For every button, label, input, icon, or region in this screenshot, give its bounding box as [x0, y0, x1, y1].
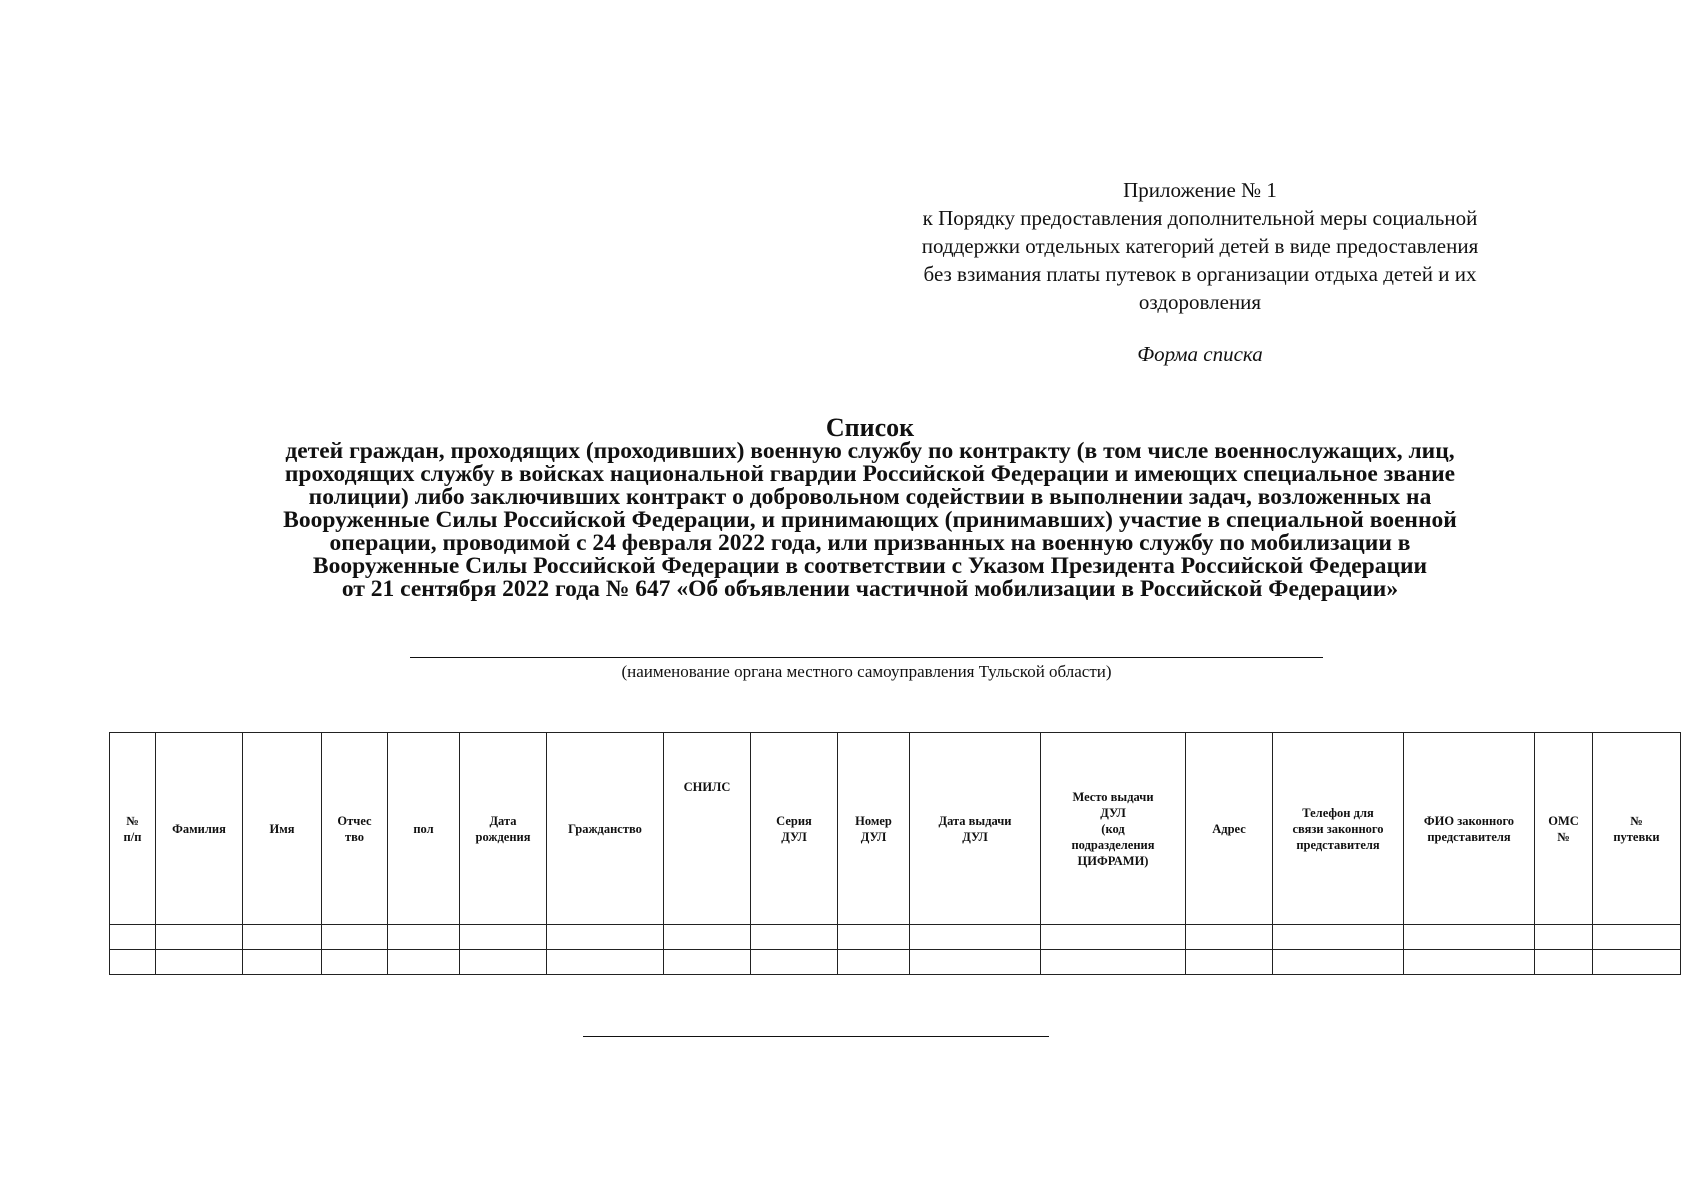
subtitle-line: Вооруженные Силы Российской Федерации, и принимающих (принимавших) участие в специальной военной [283, 507, 1457, 533]
column-header-number: № п/п [110, 733, 156, 925]
table-cell[interactable] [1186, 950, 1273, 975]
table-cell[interactable] [547, 950, 664, 975]
table-cell[interactable] [1273, 925, 1404, 950]
column-header-patronymic: Отчес тво [322, 733, 388, 925]
appendix-text-line: поддержки отдельных категорий детей в виде предоставления [921, 234, 1479, 258]
document-subtitle [150, 440, 1590, 601]
column-header-name: Имя [243, 733, 322, 925]
column-header-address: Адрес [1186, 733, 1273, 925]
table-row [110, 925, 1681, 950]
table-cell[interactable] [838, 925, 910, 950]
column-header-oms-number: ОМС № [1535, 733, 1593, 925]
table-cell[interactable] [1535, 950, 1593, 975]
column-header-voucher-number: № путевки [1593, 733, 1681, 925]
children-list-table [109, 732, 1681, 975]
subtitle-line: детей граждан, проходящих (проходивших) военную службу по контракту (в том числе военнослужащих, лиц, [285, 438, 1455, 464]
table-cell[interactable] [838, 950, 910, 975]
table-cell[interactable] [1593, 950, 1681, 975]
table-cell[interactable] [156, 950, 243, 975]
table-cell[interactable] [751, 925, 838, 950]
org-name-caption: (наименование органа местного самоуправления Тульской области) [621, 662, 1112, 681]
table-cell[interactable] [1535, 925, 1593, 950]
table-cell[interactable] [1404, 950, 1535, 975]
column-header-sex: пол [388, 733, 460, 925]
appendix-text-line: без взимания платы путевок в организации отдыха детей и их [923, 262, 1477, 286]
subtitle-line: полиции) либо заключивших контракт о добровольном содействии в выполнении задач, возложенных на [308, 484, 1432, 510]
table-cell[interactable] [388, 950, 460, 975]
table-cell[interactable] [156, 925, 243, 950]
column-header-guardian-phone: Телефон для связи законного представителя [1273, 733, 1404, 925]
column-header-citizenship: Гражданство [547, 733, 664, 925]
table-cell[interactable] [388, 925, 460, 950]
table-cell[interactable] [110, 950, 156, 975]
subtitle-line: операции, проводимой с 24 февраля 2022 года, или призванных на военную службу по мобилизации в [329, 530, 1411, 556]
column-header-snils: СНИЛС [664, 733, 751, 925]
document-title: Список [825, 413, 915, 442]
table-cell[interactable] [1273, 950, 1404, 975]
table-cell[interactable] [243, 925, 322, 950]
table-cell[interactable] [1186, 925, 1273, 950]
appendix-text-line: к Порядку предоставления дополнительной меры социальной [922, 206, 1478, 230]
appendix-block [860, 176, 1540, 316]
table-cell[interactable] [547, 925, 664, 950]
table-cell[interactable] [460, 950, 547, 975]
column-header-id-number: Номер ДУЛ [838, 733, 910, 925]
table-cell[interactable] [1041, 950, 1186, 975]
subtitle-line: Вооруженные Силы Российской Федерации в соответствии с Указом Президента Российской Федерации [312, 553, 1428, 579]
subtitle-line: проходящих службу в войсках национальной гвардии Российской Федерации и имеющих специальное звание [284, 461, 1456, 487]
table-cell[interactable] [322, 925, 388, 950]
table-row [110, 950, 1681, 975]
appendix-text-line: оздоровления [1138, 290, 1262, 314]
column-header-id-issue-place: Место выдачи ДУЛ (код подразделения ЦИФРАМИ) [1041, 733, 1186, 925]
table-cell[interactable] [110, 925, 156, 950]
table-cell[interactable] [910, 925, 1041, 950]
table-cell[interactable] [322, 950, 388, 975]
column-header-surname: Фамилия [156, 733, 243, 925]
column-header-id-series: Серия ДУЛ [751, 733, 838, 925]
column-header-birth-date: Дата рождения [460, 733, 547, 925]
table-cell[interactable] [1404, 925, 1535, 950]
table-cell[interactable] [1041, 925, 1186, 950]
table-cell[interactable] [910, 950, 1041, 975]
table-cell[interactable] [664, 925, 751, 950]
subtitle-line: от 21 сентября 2022 года № 647 «Об объявлении частичной мобилизации в Российской Федерации» [341, 576, 1399, 602]
table-cell[interactable] [751, 950, 838, 975]
column-header-guardian-name: ФИО законного представителя [1404, 733, 1535, 925]
table-cell[interactable] [1593, 925, 1681, 950]
signature-line [583, 1036, 1049, 1037]
table-cell[interactable] [460, 925, 547, 950]
table-cell[interactable] [243, 950, 322, 975]
table-cell[interactable] [664, 950, 751, 975]
table-header-row [110, 733, 1681, 925]
org-name-fill-line [410, 657, 1323, 658]
appendix-number: Приложение № 1 [1123, 178, 1277, 202]
column-header-id-issue-date: Дата выдачи ДУЛ [910, 733, 1041, 925]
form-label: Форма списка [1137, 342, 1263, 366]
